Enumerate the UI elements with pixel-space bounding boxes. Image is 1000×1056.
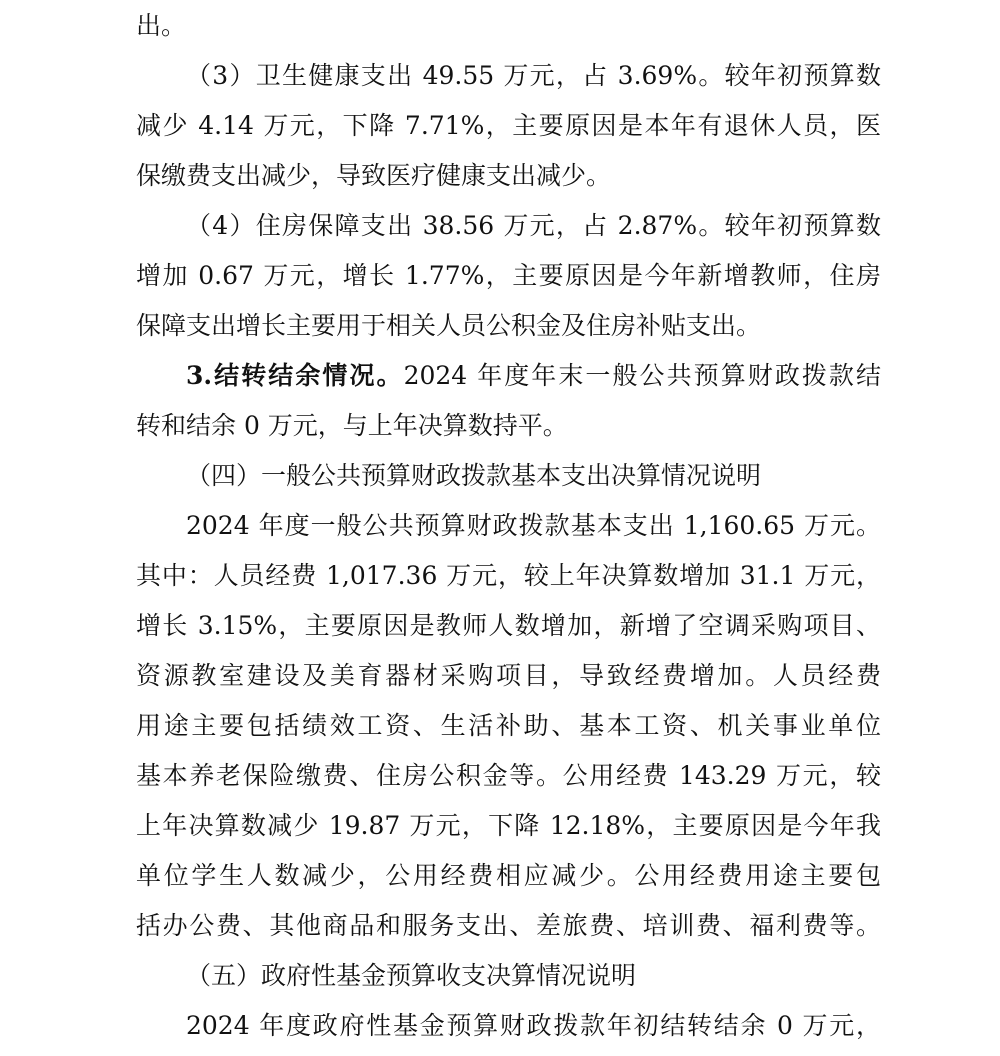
text-line: 用途主要包括绩效工资、生活补助、基本工资、机关事业单位 — [136, 711, 881, 740]
section-heading: （五）政府性基金预算收支决算情况说明 — [186, 961, 637, 990]
text-line: 2024 年度一般公共预算财政拨款基本支出 1,160.65 万元。 — [186, 511, 881, 540]
text-line: 出。 — [136, 11, 187, 40]
text-line: 资源教室建设及美育器材采购项目，导致经费增加。人员经费 — [136, 661, 881, 690]
text-line: 转和结余 0 万元，与上年决算数持平。 — [136, 411, 568, 440]
text-line: 括办公费、其他商品和服务支出、差旅费、培训费、福利费等。 — [136, 911, 881, 940]
section-heading-bold: 3.结转结余情况。 — [186, 361, 404, 390]
text-line: 单位学生人数减少，公用经费相应减少。公用经费用途主要包 — [136, 861, 881, 890]
text-line: 其中：人员经费 1,017.36 万元，较上年决算数增加 31.1 万元， — [136, 561, 881, 590]
text-line: （3）卫生健康支出 49.55 万元，占 3.69%。较年初预算数 — [186, 61, 881, 90]
text-line: 增长 3.15%，主要原因是教师人数增加，新增了空调采购项目、 — [136, 611, 881, 640]
text-line: 保障支出增长主要用于相关人员公积金及住房补贴支出。 — [136, 311, 762, 340]
text-line: （4）住房保障支出 38.56 万元，占 2.87%。较年初预算数 — [186, 211, 881, 240]
section-heading: （四）一般公共预算财政拨款基本支出决算情况说明 — [186, 461, 762, 490]
text-line: 2024 年度政府性基金预算财政拨款年初结转结余 0 万元， — [186, 1011, 881, 1040]
text-line: 上年决算数减少 19.87 万元，下降 12.18%，主要原因是今年我 — [136, 811, 881, 840]
text-line: 保缴费支出减少，导致医疗健康支出减少。 — [136, 161, 612, 190]
text-span: 2024 年度年末一般公共预算财政拨款结 — [403, 361, 881, 390]
text-line: 基本养老保险缴费、住房公积金等。公用经费 143.29 万元，较 — [136, 761, 881, 790]
text-line: 减少 4.14 万元，下降 7.71%，主要原因是本年有退休人员，医 — [136, 111, 881, 140]
text-line: 增加 0.67 万元，增长 1.77%，主要原因是今年新增教师，住房 — [136, 261, 881, 290]
text-line — [136, 356, 881, 396]
